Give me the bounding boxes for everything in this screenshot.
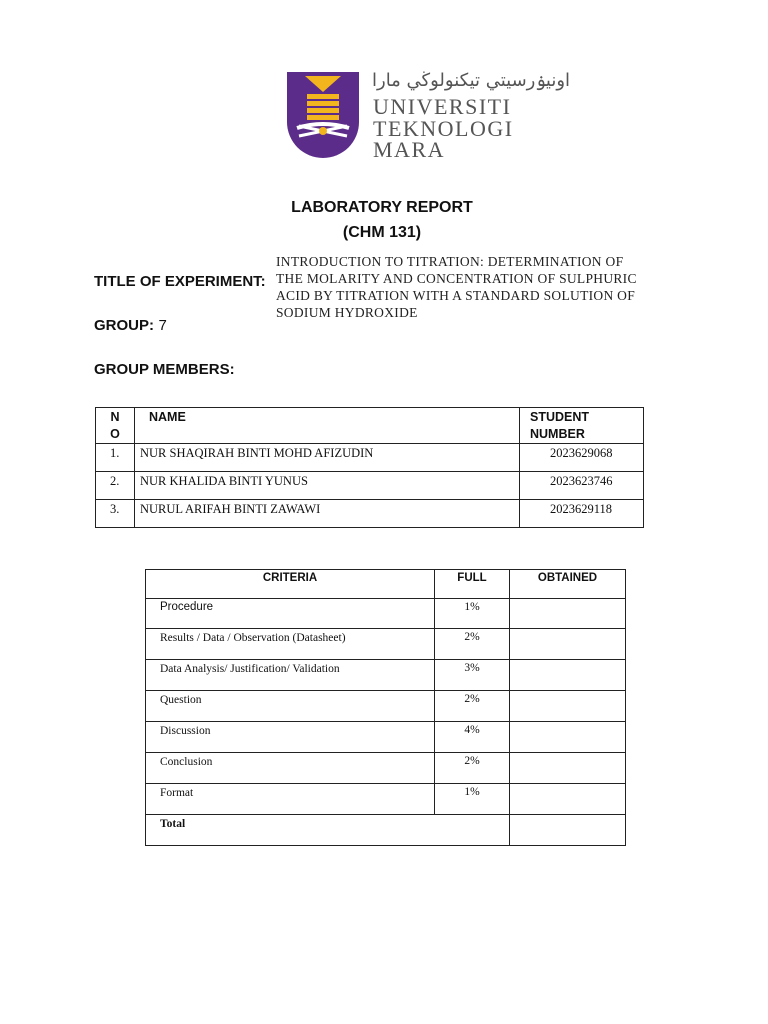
experiment-title-line: INTRODUCTION TO TITRATION: DETERMINATION OF	[276, 254, 624, 269]
table-row	[146, 691, 626, 722]
student-number-column-header	[520, 408, 644, 444]
member-no: 2.	[96, 472, 135, 500]
criteria-obtained	[510, 753, 626, 784]
group-line	[94, 317, 167, 335]
criteria-name: Results / Data / Observation (Datasheet)	[146, 629, 435, 660]
criteria-name: Format	[146, 784, 435, 815]
members-table	[95, 407, 644, 528]
table-row	[96, 500, 644, 528]
report-heading: LABORATORY REPORT	[291, 199, 473, 216]
experiment-title-line: ACID BY TITRATION WITH A STANDARD SOLUTION OF	[276, 288, 636, 303]
logo-arabic-script: اونيۏرسيتي تيكنولوڬي مارا	[372, 70, 571, 91]
table-row	[146, 722, 626, 753]
table-row	[146, 599, 626, 629]
total-row	[146, 815, 626, 846]
experiment-title-label: TITLE OF EXPERIMENT:	[94, 273, 266, 290]
total-label: Total	[146, 815, 510, 846]
criteria-name: Discussion	[146, 722, 435, 753]
no-column-header	[96, 408, 135, 444]
logo-text-teknologi: TEKNOLOGI	[373, 116, 514, 141]
course-code: (CHM 131)	[342, 224, 422, 241]
logo-text-universiti: UNIVERSITI	[373, 94, 512, 119]
criteria-name: Procedure	[146, 599, 435, 629]
member-student-number: 2023623746	[520, 472, 644, 500]
group-members-label: GROUP MEMBERS:	[94, 361, 235, 378]
criteria-obtained	[510, 629, 626, 660]
criteria-full: 4%	[435, 722, 510, 753]
criteria-name: Question	[146, 691, 435, 722]
criteria-full: 1%	[435, 784, 510, 815]
table-row	[146, 629, 626, 660]
obtained-column-header: OBTAINED	[510, 570, 626, 599]
criteria-full: 1%	[435, 599, 510, 629]
total-value	[510, 815, 626, 846]
criteria-full: 2%	[435, 629, 510, 660]
group-label: GROUP:	[94, 317, 154, 334]
criteria-table	[145, 569, 626, 846]
criteria-name: Conclusion	[146, 753, 435, 784]
experiment-title	[276, 253, 637, 321]
logo-text-mara: MARA	[373, 137, 446, 162]
criteria-obtained	[510, 722, 626, 753]
criteria-obtained	[510, 660, 626, 691]
uitm-crest-icon	[285, 70, 365, 160]
member-name: NUR KHALIDA BINTI YUNUS	[135, 472, 520, 500]
table-row	[146, 784, 626, 815]
members-header-row	[96, 408, 644, 444]
group-value: 7	[158, 317, 167, 334]
criteria-full: 2%	[435, 691, 510, 722]
member-name: NURUL ARIFAH BINTI ZAWAWI	[135, 500, 520, 528]
member-student-number: 2023629068	[520, 444, 644, 472]
criteria-obtained	[510, 599, 626, 629]
experiment-title-line: SODIUM HYDROXIDE	[276, 305, 418, 320]
student-header-line: NUMBER	[530, 427, 585, 441]
full-column-header: FULL	[435, 570, 510, 599]
no-header-line: O	[110, 427, 120, 441]
table-row	[96, 444, 644, 472]
student-header-line: STUDENT	[530, 410, 590, 424]
criteria-obtained	[510, 691, 626, 722]
member-no: 3.	[96, 500, 135, 528]
experiment-title-line: THE MOLARITY AND CONCENTRATION OF SULPHURIC	[276, 271, 637, 286]
criteria-obtained	[510, 784, 626, 815]
table-row	[96, 472, 644, 500]
criteria-full: 3%	[435, 660, 510, 691]
table-row	[146, 753, 626, 784]
criteria-header-row	[146, 570, 626, 599]
criteria-column-header: CRITERIA	[146, 570, 435, 599]
table-row	[146, 660, 626, 691]
member-name: NUR SHAQIRAH BINTI MOHD AFIZUDIN	[135, 444, 520, 472]
criteria-full: 2%	[435, 753, 510, 784]
criteria-name: Data Analysis/ Justification/ Validation	[146, 660, 435, 691]
member-student-number: 2023629118	[520, 500, 644, 528]
member-no: 1.	[96, 444, 135, 472]
name-column-header: NAME	[135, 408, 520, 444]
no-header-line: N	[110, 410, 120, 424]
